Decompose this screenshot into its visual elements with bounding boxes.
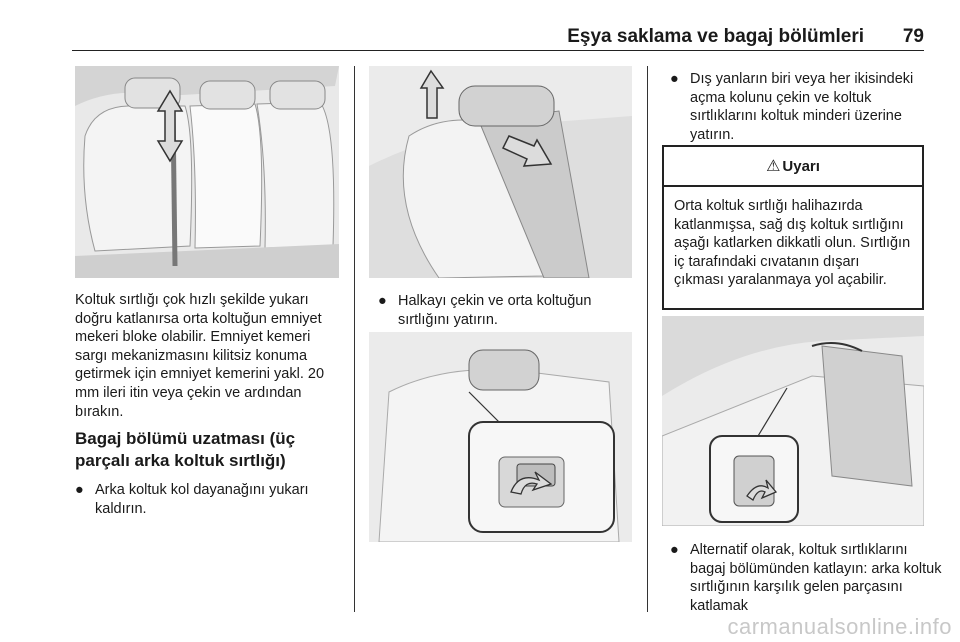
list-item-text: Alternatif olarak, koltuk sırtlıklarını bagaj bölümünden katlayın: arka koltuk sırtlığının karşılık gelen parçasını katlamak	[690, 542, 942, 614]
list-item	[378, 292, 646, 329]
column-divider	[647, 66, 648, 612]
bullet-icon: ●	[670, 542, 679, 558]
list-item	[75, 481, 353, 518]
page-number: 79	[902, 26, 924, 47]
bullet-icon: ●	[378, 293, 387, 309]
cargo-lever-illustration	[662, 316, 924, 526]
watermark: carmanualsonline.info	[727, 614, 952, 639]
list-item-text: Dış yanların biri veya her ikisindeki açma kolunu çekin ve koltuk sırtlıklarını koltuk minderi üzerine yatırın.	[690, 71, 914, 143]
headrest-illustration	[369, 66, 632, 278]
section-heading: Bagaj bölümü uzatması (üç parçalı arka koltuk sırtlığı)	[75, 429, 296, 470]
warning-header	[664, 147, 922, 187]
column-divider	[354, 66, 355, 612]
list-item-text: Halkayı çekin ve orta koltuğun sırtlığını yatırın.	[398, 293, 592, 328]
warning-box	[662, 145, 924, 310]
warning-icon: ⚠	[766, 158, 781, 175]
bullet-icon: ●	[670, 71, 679, 87]
warning-title: Uyarı	[782, 157, 820, 175]
list-item-text: Arka koltuk kol dayanağını yukarı kaldırın.	[95, 482, 309, 517]
rear-seat-illustration	[75, 66, 339, 278]
list-item	[670, 541, 944, 615]
list-item	[670, 70, 942, 144]
page-title: Eşya saklama ve bagaj bölümleri	[567, 26, 864, 47]
ring-pull-illustration	[369, 332, 632, 542]
seat-belt-paragraph: Koltuk sırtlığı çok hızlı şekilde yukarı doğru katlanırsa orta koltuğun emniyet mekeri bloke olabilir. Emniyet kemeri sargı mekanizmasını kilitsiz konuma getirmek için emniyet kemerini yakl. 20 mm ileri itin veya çekin ve ardından bırakın.	[75, 292, 325, 420]
warning-text: Orta koltuk sırtlığı halihazırda katlanmışsa, sağ dış koltuk sırtlığını aşağı katlarken dikkatli olun. Sırtlığın iç tarafındaki cıvatanın dışarı çıkması yaralanmaya yol açabilir.	[674, 198, 911, 289]
bullet-icon: ●	[75, 482, 84, 498]
page-header	[72, 22, 924, 51]
